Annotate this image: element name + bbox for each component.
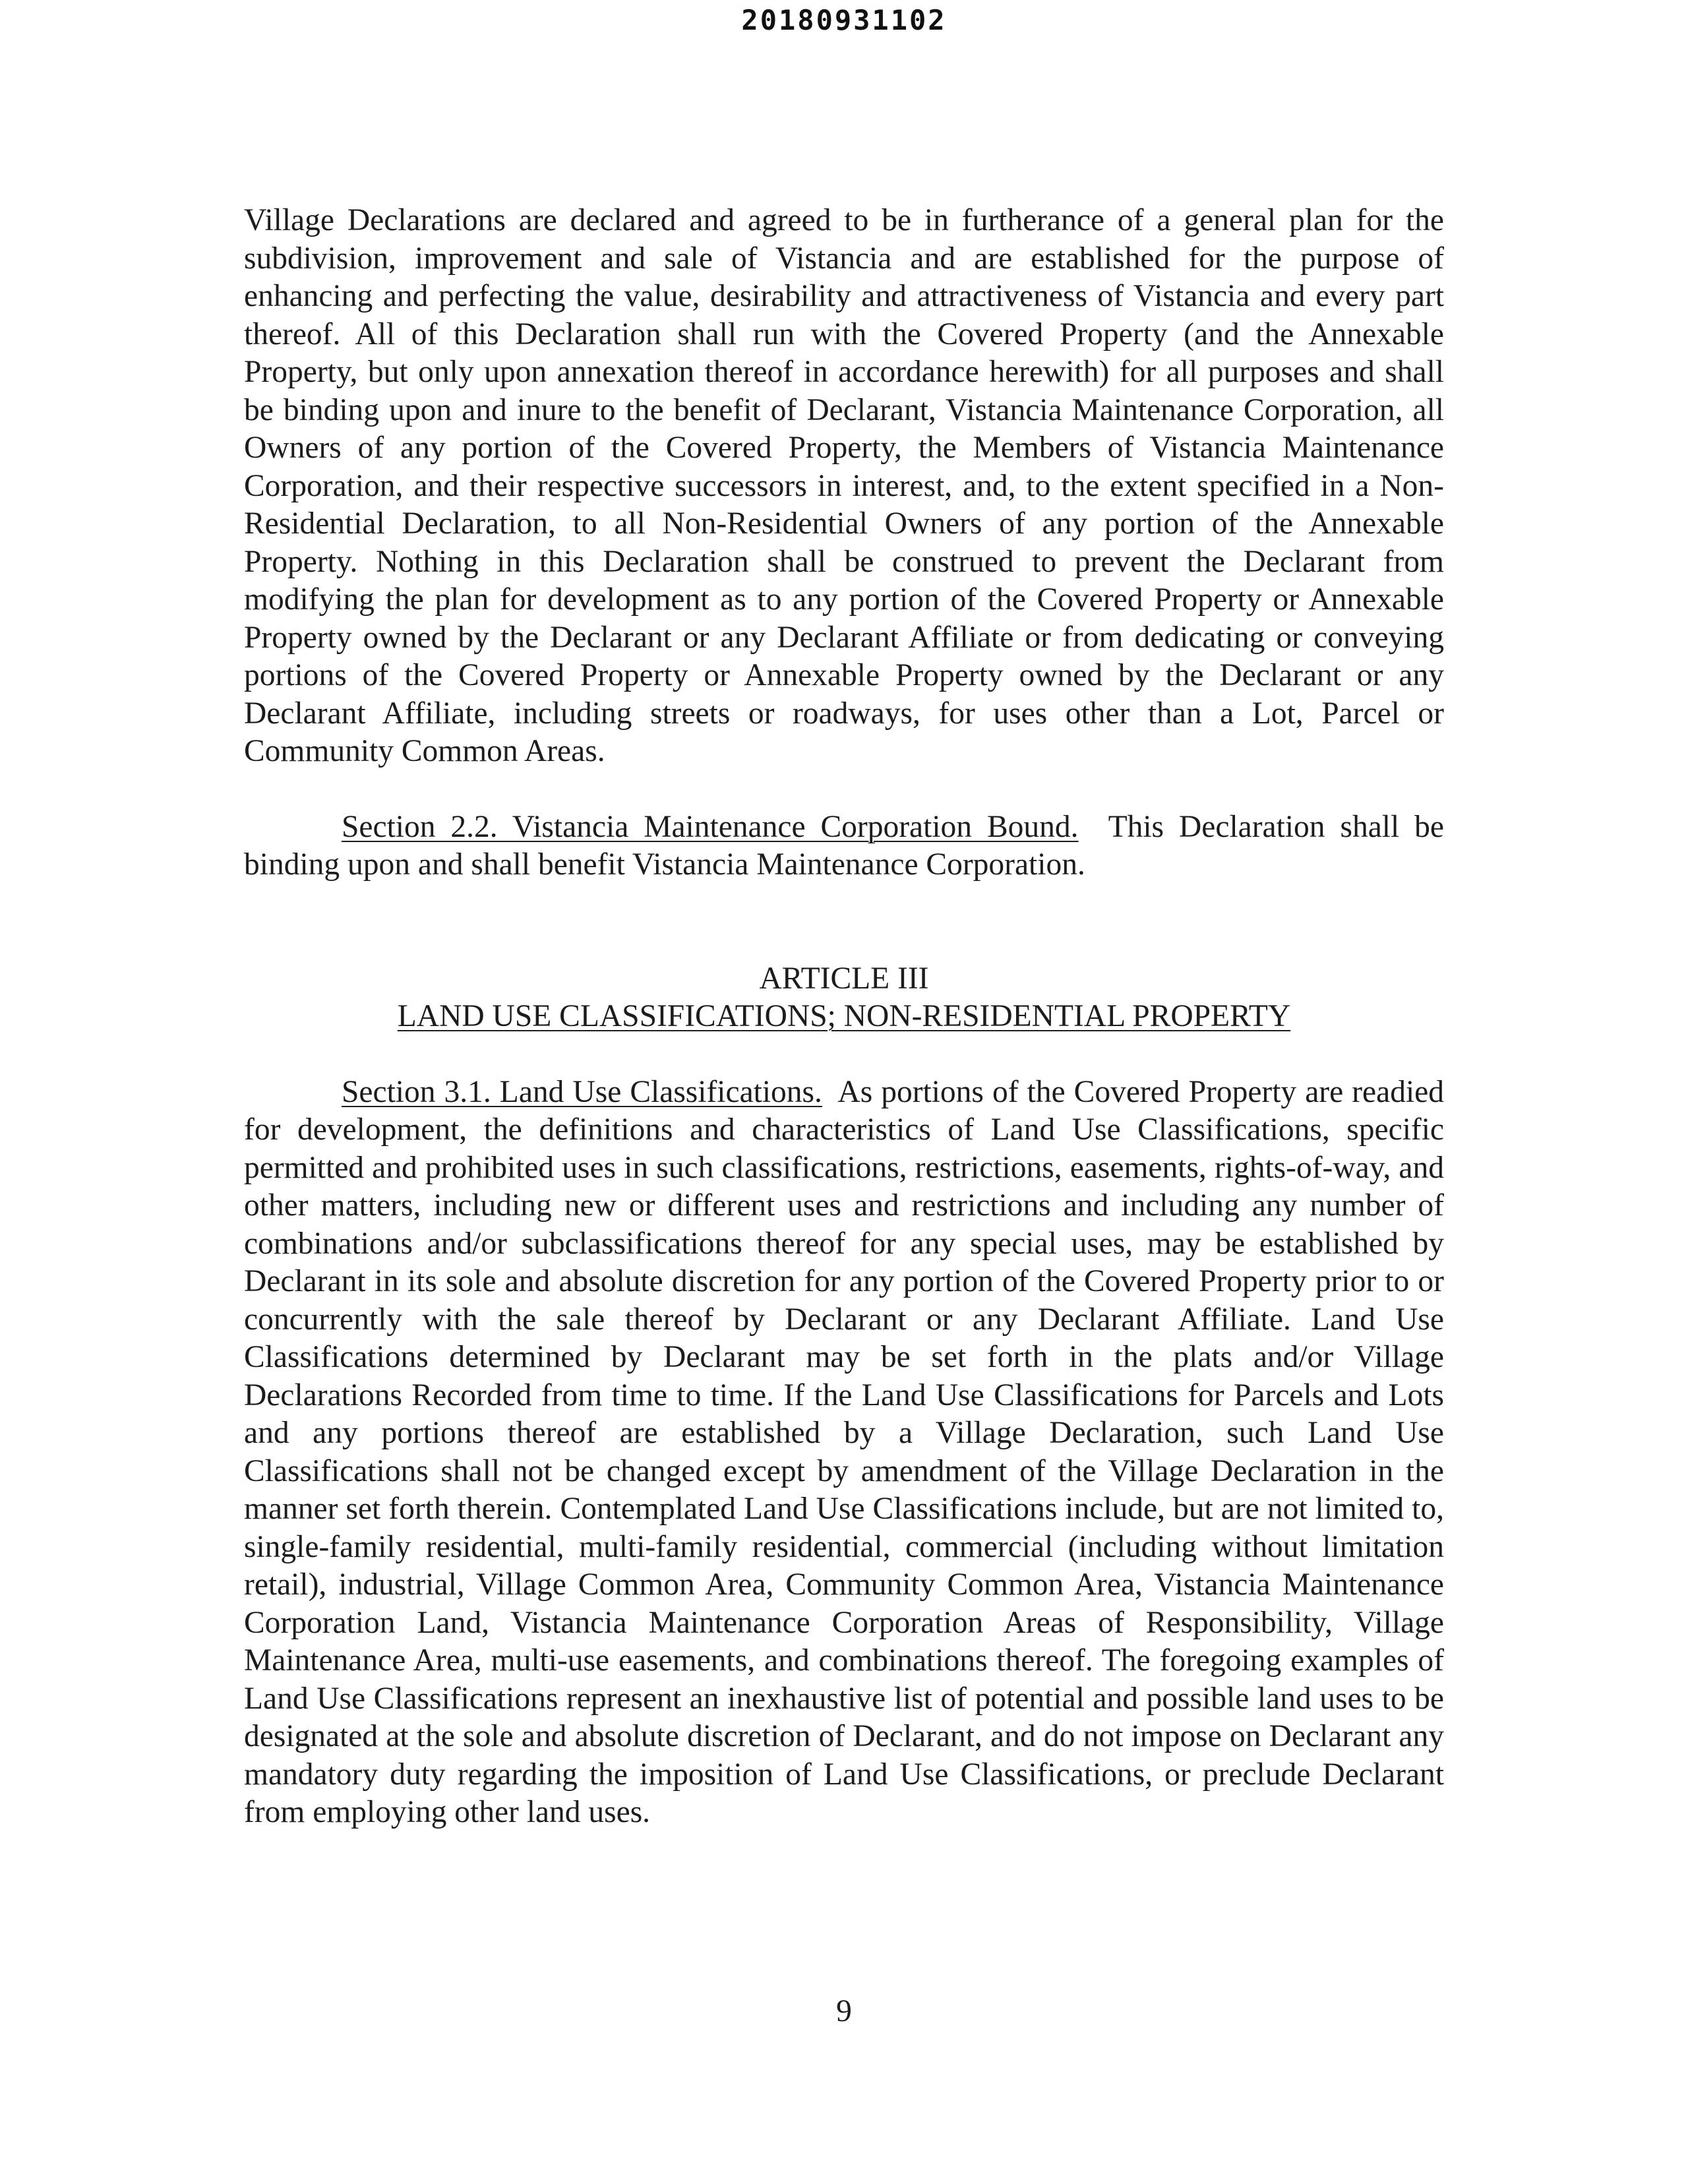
section-2-2-paragraph [244, 808, 1444, 884]
section-3-1-paragraph [244, 1074, 1444, 1832]
article-heading [244, 960, 1444, 1036]
document-page [244, 202, 1444, 1832]
section-2-2-text: This Declaration shall be binding upon and shall benefit Vistancia Maintenance Corporation. [244, 809, 1444, 882]
section-3-1-heading: Section 3.1. Land Use Classifications. [342, 1074, 822, 1109]
paragraph-village-declarations: Village Declarations are declared and agreed to be in furtherance of a general plan for the subdivision, improvement and sale of Vistancia and are established for the purpose of enhancing and perfecting the value, desirability and attractiveness of Vistancia and every part thereof. All of this Declaration shall run with the Covered Property (and the Annexable Property, but only upon annexation thereof in accordance herewith) for all purposes and shall be binding upon and inure to the benefit of Declarant, Vistancia Maintenance Corporation, all Owners of any portion of the Covered Property, the Members of Vistancia Maintenance Corporation, and their respective successors in interest, and, to the extent specified in a Non-Residential Declaration, to all Non-Residential Owners of any portion of the Annexable Property. Nothing in this Declaration shall be construed to prevent the Declarant from modifying the plan for development as to any portion of the Covered Property or Annexable Property owned by the Declarant or any Declarant Affiliate or from dedicating or conveying portions of the Covered Property or Annexable Property owned by the Declarant or any Declarant Affiliate, including streets or roadways, for uses other than a Lot, Parcel or Community Common Areas. [244, 203, 1444, 768]
article-number: ARTICLE III [759, 961, 929, 996]
section-3-1-text: As portions of the Covered Property are readied for development, the definitions and characteristics of Land Use Classifications, specific permitted and prohibited uses in such classifications, restrictions, easements, rights-of-way, and other matters, including new or different uses and restrictions and including any number of combinations and/or subclassifications thereof for any special uses, may be established by Declarant in its sole and absolute discretion for any portion of the Covered Property prior to or concurrently with the sale thereof by Declarant or any Declarant Affiliate. Land Use Classifications determined by Declarant may be set forth in the plats and/or Village Declarations Recorded from time to time. If the Land Use Classifications for Parcels and Lots and any portions thereof are established by a Village Declaration, such Land Use Classifications shall not be changed except by amendment of the Village Declaration in the manner set forth therein. Contemplated Land Use Classifications include, but are not limited to, single-family residential, multi-family residential, commercial (including without limitation retail), industrial, Village Common Area, Community Common Area, Vistancia Maintenance Corporation Land, Vistancia Maintenance Corporation Areas of Responsibility, Village Maintenance Area, multi-use easements, and combinations thereof. The foregoing examples of Land Use Classifications represent an inexhaustive list of potential and possible land uses to be designated at the sole and absolute discretion of Declarant, and do not impose on Declarant any mandatory duty regarding the imposition of Land Use Classifications, or preclude Declarant from employing other land uses. [244, 1074, 1444, 1829]
document-number: 20180931102 [741, 4, 947, 36]
page-number: 9 [836, 1994, 852, 2028]
section-2-2-heading: Section 2.2. Vistancia Maintenance Corporation Bound. [342, 809, 1079, 844]
article-title [244, 998, 1444, 1036]
article-title-text: LAND USE CLASSIFICATIONS; NON-RESIDENTIAL PROPERTY [397, 999, 1291, 1033]
